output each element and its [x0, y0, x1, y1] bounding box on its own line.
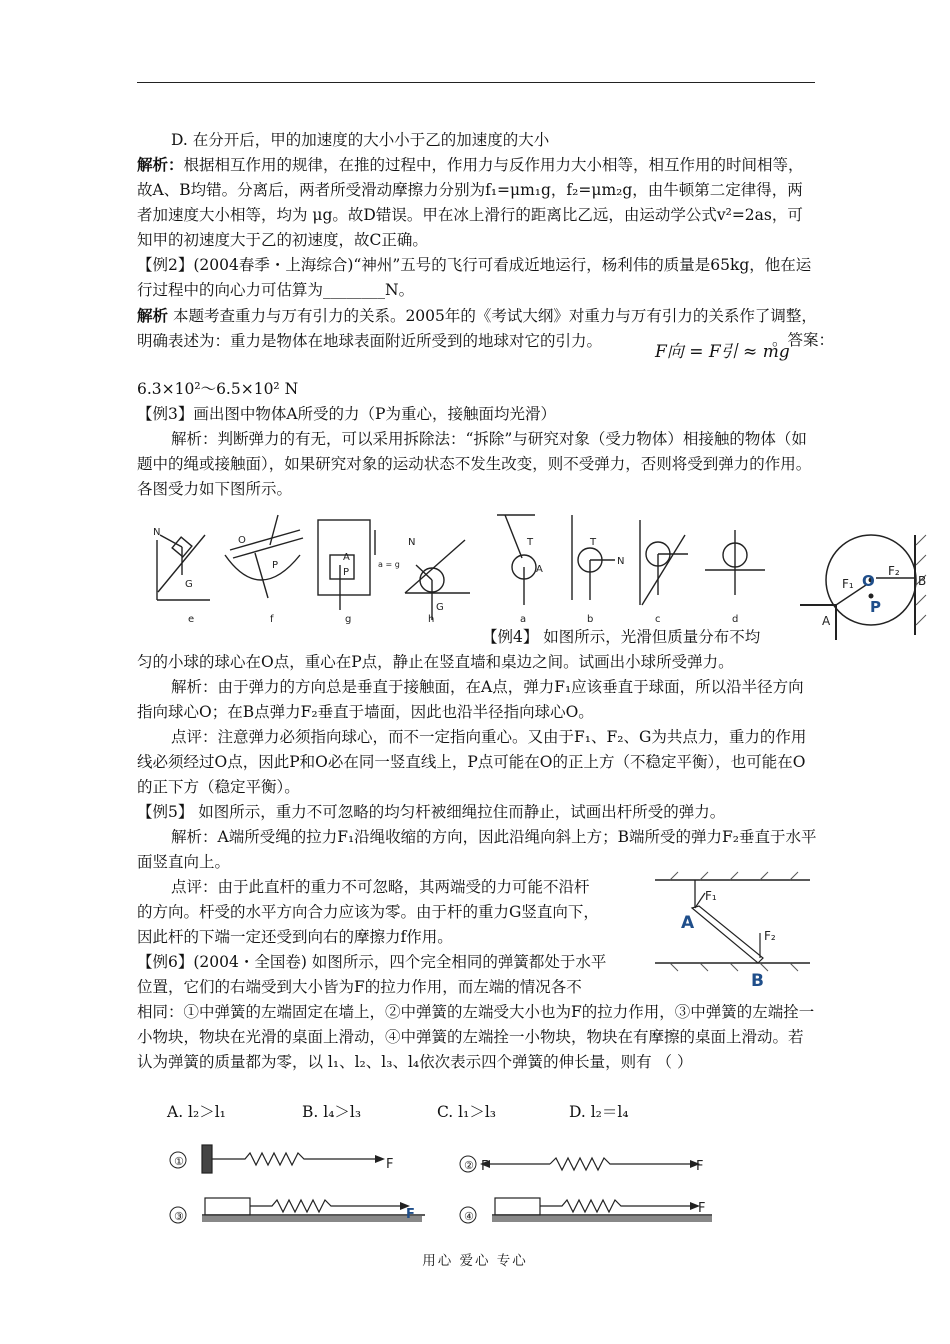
- svg-text:F: F: [386, 1157, 394, 1172]
- svg-text:A: A: [822, 614, 831, 628]
- option-d: D. 在分开后，甲的加速度的大小小于乙的加速度的大小: [171, 131, 550, 149]
- page-footer: 用心 爱心 专心: [422, 1253, 528, 1269]
- svg-text:③: ③: [174, 1210, 184, 1223]
- fig-label-d: d: [732, 614, 739, 625]
- svg-text:A: A: [536, 564, 543, 575]
- svg-text:F: F: [696, 1159, 704, 1174]
- svg-text:P: P: [870, 598, 881, 616]
- fig-label-b: b: [587, 614, 594, 625]
- svg-text:a = g: a = g: [378, 560, 400, 569]
- svg-text:P: P: [272, 560, 279, 571]
- svg-text:B: B: [918, 574, 927, 588]
- svg-text:F₁: F₁: [842, 577, 854, 591]
- svg-text:G: G: [436, 602, 444, 613]
- svg-text:P: P: [343, 567, 350, 578]
- comment-4: 点评：注意弹力必须指向球心，而不一定指向重心。又由于F₁、F₂、G为共点力，重力的作用线必须经过O点，因此P和O必在同一竖直线上，P点可能在O的正上方（不稳定平衡），也可能在O的正下方（稳定平衡）。: [137, 728, 807, 796]
- svg-text:N: N: [153, 527, 161, 538]
- svg-text:④: ④: [464, 1210, 474, 1223]
- svg-text:G: G: [185, 579, 193, 590]
- analysis-text: 本题考查重力与万有引力的关系。2005年的《考试大纲》对重力与万有引力的关系作了调整，明确表述为：重力是物体在地球表面附近所受到的地球对它的引力。: [137, 307, 817, 350]
- svg-text:F₂: F₂: [888, 564, 900, 578]
- analysis-label: 解析: [137, 306, 169, 325]
- svg-text:A: A: [343, 552, 350, 563]
- analysis-5: 解析：A端所受绳的拉力F₁沿绳收缩的方向，因此沿绳向斜上方；B端所受的弹力F₂垂直于水平面竖直向上。: [137, 828, 817, 871]
- svg-text:F: F: [406, 1207, 415, 1222]
- fig-label-f: f: [270, 614, 274, 625]
- example-6-line1: 【例6】(2004・全国卷) 如图所示，四个完全相同的弹簧都处于水平: [137, 953, 607, 971]
- comment-5-line2: 的方向。杆受的水平方向合力应该为零。由于杆的重力G竖直向下，: [137, 903, 599, 921]
- choice-a: A. l₂＞l₁: [167, 1103, 226, 1121]
- choice-d: D. l₂＝l₄: [569, 1103, 629, 1121]
- comment-5-line3: 因此杆的下端一定还受到向右的摩擦力f作用。: [137, 928, 453, 946]
- example-4-head: 【例4】 如图所示，光滑但质量分布不均: [482, 628, 761, 646]
- fig-label-g: g: [345, 614, 352, 625]
- svg-text:②: ②: [464, 1159, 474, 1172]
- svg-text:O: O: [238, 535, 246, 546]
- svg-text:T: T: [527, 537, 534, 548]
- springs-figure: [160, 1140, 760, 1240]
- example-4-tail: 匀的小球的球心在O点，重心在P点，静止在竖直墙和桌边之间。试画出小球所受弹力。: [137, 653, 734, 671]
- svg-text:N: N: [617, 556, 625, 567]
- svg-text:B: B: [751, 971, 764, 991]
- example-6-line2: 位置，它们的右端受到大小皆为F的拉力作用，而左端的情况各不: [137, 978, 582, 996]
- fig-label-a: a: [520, 614, 527, 625]
- svg-text:F: F: [481, 1159, 489, 1174]
- answer-label: 。答案：: [772, 331, 835, 349]
- comment-5-line1: 点评：由于此直杆的重力不可忽略，其两端受的力可能不沿杆: [171, 878, 590, 896]
- svg-text:O: O: [862, 572, 875, 590]
- example-5: 【例5】 如图所示，重力不可忽略的均匀杆被细绳拉住而静止，试画出杆所受的弹力。: [137, 803, 726, 821]
- svg-text:F: F: [698, 1201, 706, 1216]
- analysis-3: 解析：判断弹力的有无，可以采用拆除法：“拆除”与研究对象（受力物体）相接触的物体（如题中的绳或接触面），如果研究对象的运动状态不发生改变，则不受弹力，否则将受到弹力的作用。各图受力如下图所示。: [137, 430, 812, 498]
- formula: F向 = F引 ≈ mg: [655, 342, 790, 362]
- analysis-1: [137, 152, 817, 253]
- choice-b: B. l₄＞l₃: [302, 1103, 362, 1121]
- svg-text:①: ①: [174, 1155, 184, 1168]
- header-rule: [137, 82, 815, 83]
- svg-text:N: N: [408, 537, 416, 548]
- analysis-text: 根据相互作用的规律，在推的过程中，作用力与反作用力大小相等，相互作用的时间相等，故A、B均错。分离后，两者所受滑动摩擦力分别为f₁=μm₁g，f₂=μm₂g，由牛顿第二定律得，两者加速度大小相等，均为 μg。故D错误。甲在冰上滑行的距离比乙远，由运动学公式v²=2as，可知甲的初速度大于乙的初速度，故C正确。: [137, 156, 804, 249]
- svg-text:T: T: [590, 537, 597, 548]
- analysis-label: 解析：: [137, 155, 184, 174]
- fig-label-e: e: [188, 614, 195, 625]
- svg-text:F₂: F₂: [764, 929, 776, 943]
- answer-value: 6.3×10²～6.5×10² N: [137, 380, 299, 398]
- fig-label-h: h: [428, 614, 435, 625]
- analysis-4: 解析：由于弹力的方向总是垂直于接触面，在A点，弹力F₁应该垂直于球面，所以沿半径方向指向球心O；在B点弹力F₂垂直于墙面，因此也沿半径指向球心O。: [137, 678, 804, 721]
- example-6-body: 相同：①中弹簧的左端固定在墙上，②中弹簧的左端受大小也为F的拉力作用，③中弹簧的左端拴一小物块，物块在光滑的桌面上滑动，④中弹簧的左端拴一小物块，物块在有摩擦的桌面上滑动。若认为弹簧的质量都为零，以 l₁、l₂、l₃、l₄依次表示四个弹簧的伸长量，则有 （ ）: [137, 1003, 815, 1071]
- ball-wall-figure: [800, 530, 940, 640]
- fig-label-c: c: [655, 614, 661, 625]
- svg-text:A: A: [681, 913, 695, 933]
- choice-c: C. l₁＞l₃: [437, 1103, 497, 1121]
- rod-rope-figure: [650, 868, 820, 991]
- svg-text:F₁: F₁: [705, 889, 717, 903]
- example-3: 【例3】画出图中物体A所受的力（P为重心，接触面均光滑）: [137, 405, 556, 423]
- example-2: 【例2】(2004春季・上海综合)“神州”五号的飞行可看成近地运行，杨利伟的质量是65kg，他在运行过程中的向心力可估算为________N。: [137, 256, 812, 299]
